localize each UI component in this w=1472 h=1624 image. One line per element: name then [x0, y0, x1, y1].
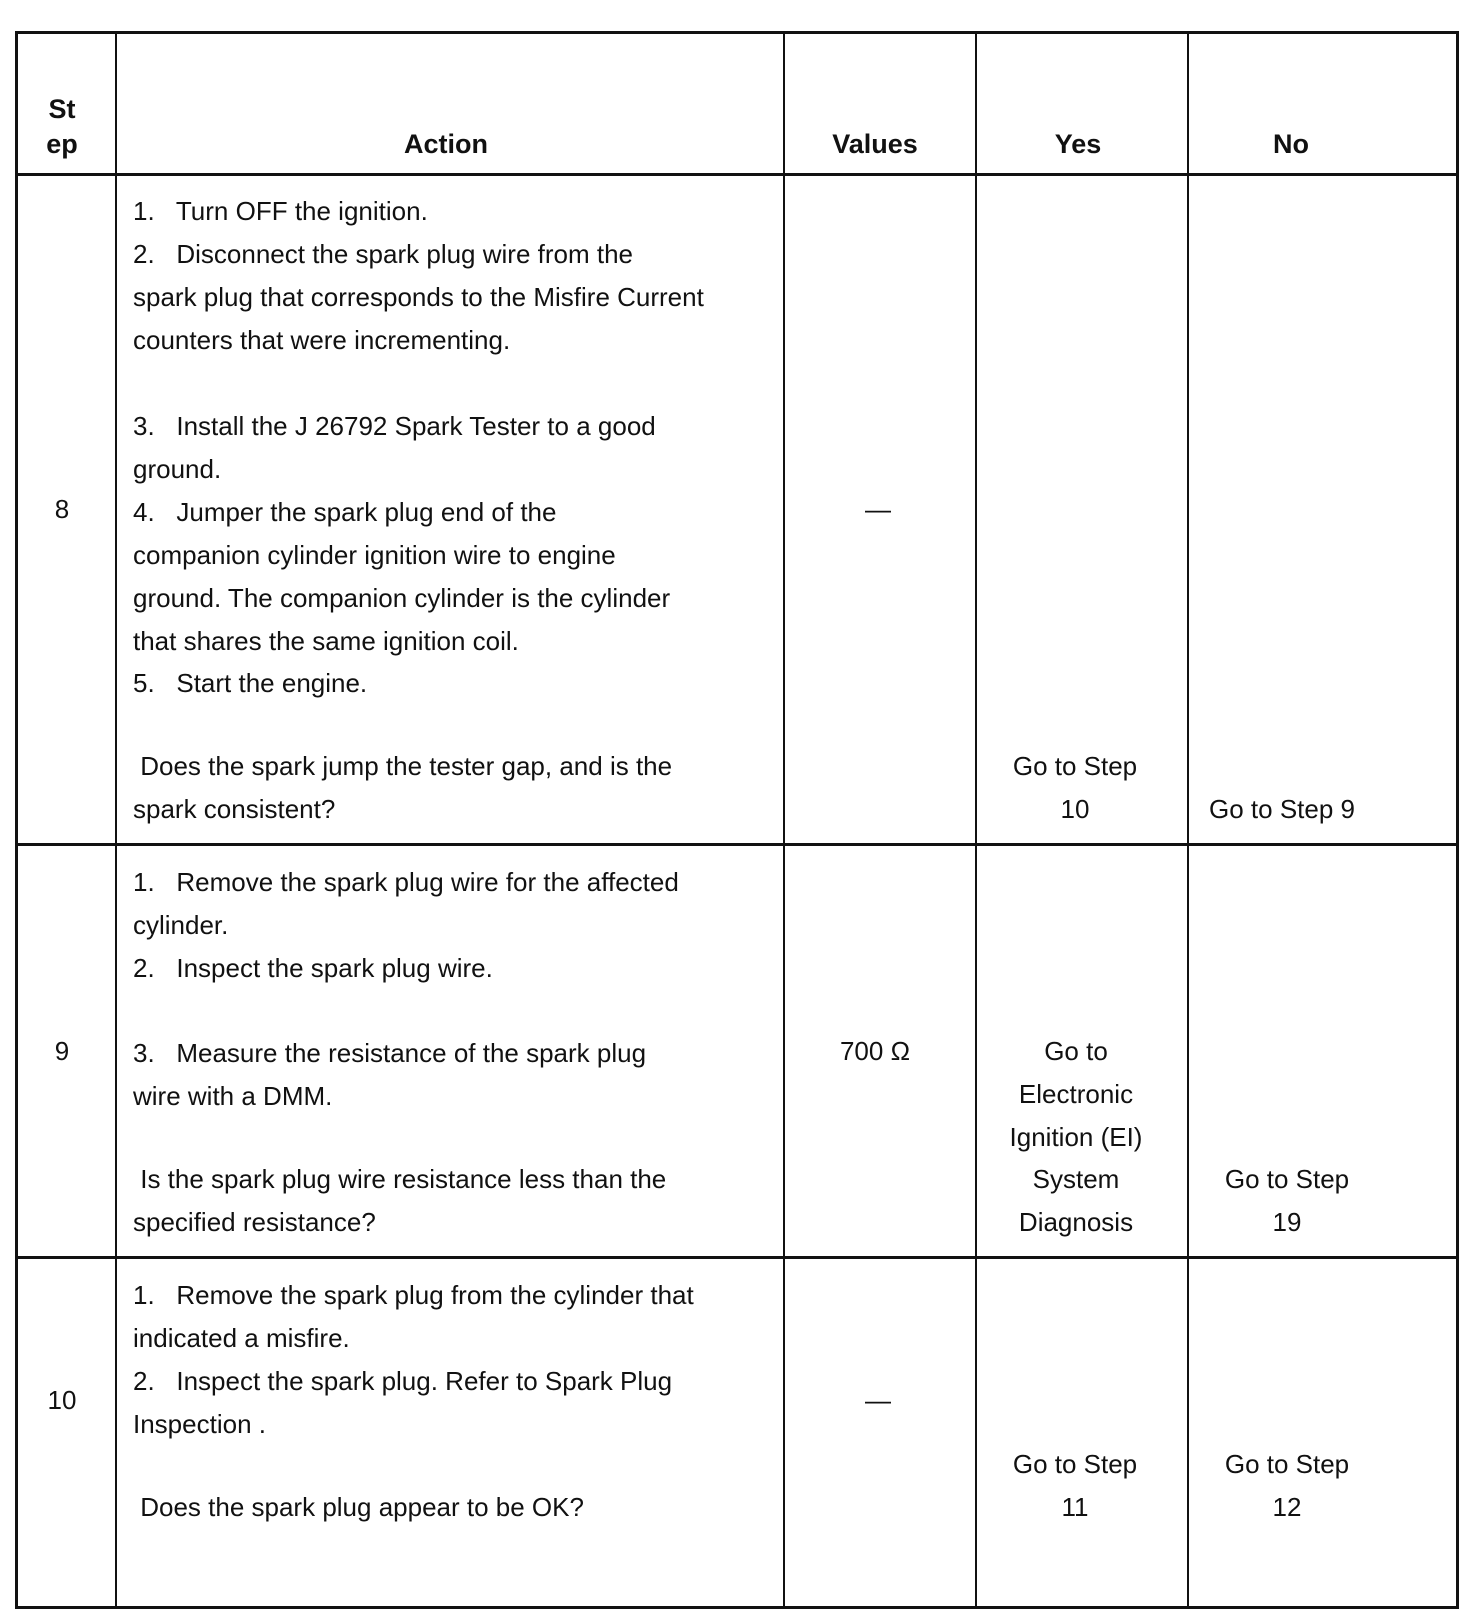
- action-line: ground.: [133, 454, 222, 484]
- action-line: Inspection .: [133, 1409, 266, 1439]
- no-cell: Go to Step: [1224, 1449, 1350, 1479]
- no-cell: 19: [1272, 1207, 1302, 1237]
- action-question: Is the spark plug wire resistance less than the: [133, 1164, 667, 1194]
- yes-cell: Electronic: [1018, 1079, 1134, 1109]
- action-line: companion cylinder ignition wire to engine: [133, 540, 616, 570]
- header-action: Action: [404, 129, 488, 159]
- no-cell: Go to Step: [1224, 1164, 1350, 1194]
- yes-cell: 10: [1060, 794, 1090, 824]
- action-question: spark consistent?: [133, 794, 336, 824]
- header-step-cont: ep: [46, 129, 78, 159]
- action-line: 1. Remove the spark plug wire for the affected: [133, 867, 679, 897]
- no-cell: 12: [1272, 1492, 1302, 1522]
- action-line: 4. Jumper the spark plug end of the: [133, 497, 557, 527]
- action-line: 2. Inspect the spark plug. Refer to Spark Plug: [133, 1366, 673, 1396]
- action-question: Does the spark jump the tester gap, and is the: [133, 751, 673, 781]
- action-line: 1. Remove the spark plug from the cylinder that: [133, 1280, 694, 1310]
- step-number: 8: [54, 494, 70, 524]
- yes-cell: 11: [1061, 1492, 1089, 1522]
- action-line: counters that were incrementing.: [133, 325, 511, 355]
- column-divider: [783, 34, 785, 1606]
- step-number: 10: [47, 1385, 77, 1415]
- header-no: No: [1273, 129, 1309, 159]
- values-cell: —: [865, 494, 891, 524]
- no-cell: Go to Step 9: [1209, 794, 1355, 824]
- yes-cell: Diagnosis: [1018, 1207, 1134, 1237]
- action-line: 2. Disconnect the spark plug wire from the: [133, 239, 634, 269]
- action-line: indicated a misfire.: [133, 1323, 350, 1353]
- diagnostic-table: [15, 31, 1459, 1609]
- action-line: 1. Turn OFF the ignition.: [133, 196, 428, 226]
- row-divider: [18, 173, 1456, 176]
- action-line: wire with a DMM.: [133, 1081, 333, 1111]
- column-divider: [1187, 34, 1189, 1606]
- action-question: specified resistance?: [133, 1207, 376, 1237]
- header-yes: Yes: [1054, 129, 1102, 159]
- action-line: that shares the same ignition coil.: [133, 626, 519, 656]
- header-values: Values: [832, 129, 918, 159]
- action-line: spark plug that corresponds to the Misfire Current: [133, 282, 704, 312]
- action-line: 3. Install the J 26792 Spark Tester to a good: [133, 411, 656, 441]
- column-divider: [975, 34, 977, 1606]
- header-step: St: [48, 94, 76, 124]
- column-divider: [115, 34, 117, 1606]
- action-line: 5. Start the engine.: [133, 668, 368, 698]
- yes-cell: Go to Step: [1012, 751, 1138, 781]
- action-line: ground. The companion cylinder is the cylinder: [133, 583, 671, 613]
- action-line: cylinder.: [133, 910, 229, 940]
- yes-cell: System: [1032, 1164, 1120, 1194]
- action-line: 2. Inspect the spark plug wire.: [133, 953, 493, 983]
- row-divider: [18, 1256, 1456, 1259]
- values-cell: 700 Ω: [839, 1036, 911, 1066]
- yes-cell: Go to: [1044, 1036, 1108, 1066]
- action-question: Does the spark plug appear to be OK?: [133, 1492, 584, 1522]
- action-line: 3. Measure the resistance of the spark plug: [133, 1038, 647, 1068]
- yes-cell: Go to Step: [1012, 1449, 1138, 1479]
- yes-cell: Ignition (EI): [1009, 1122, 1143, 1152]
- step-number: 9: [54, 1036, 70, 1066]
- values-cell: —: [865, 1385, 891, 1415]
- row-divider: [18, 843, 1456, 846]
